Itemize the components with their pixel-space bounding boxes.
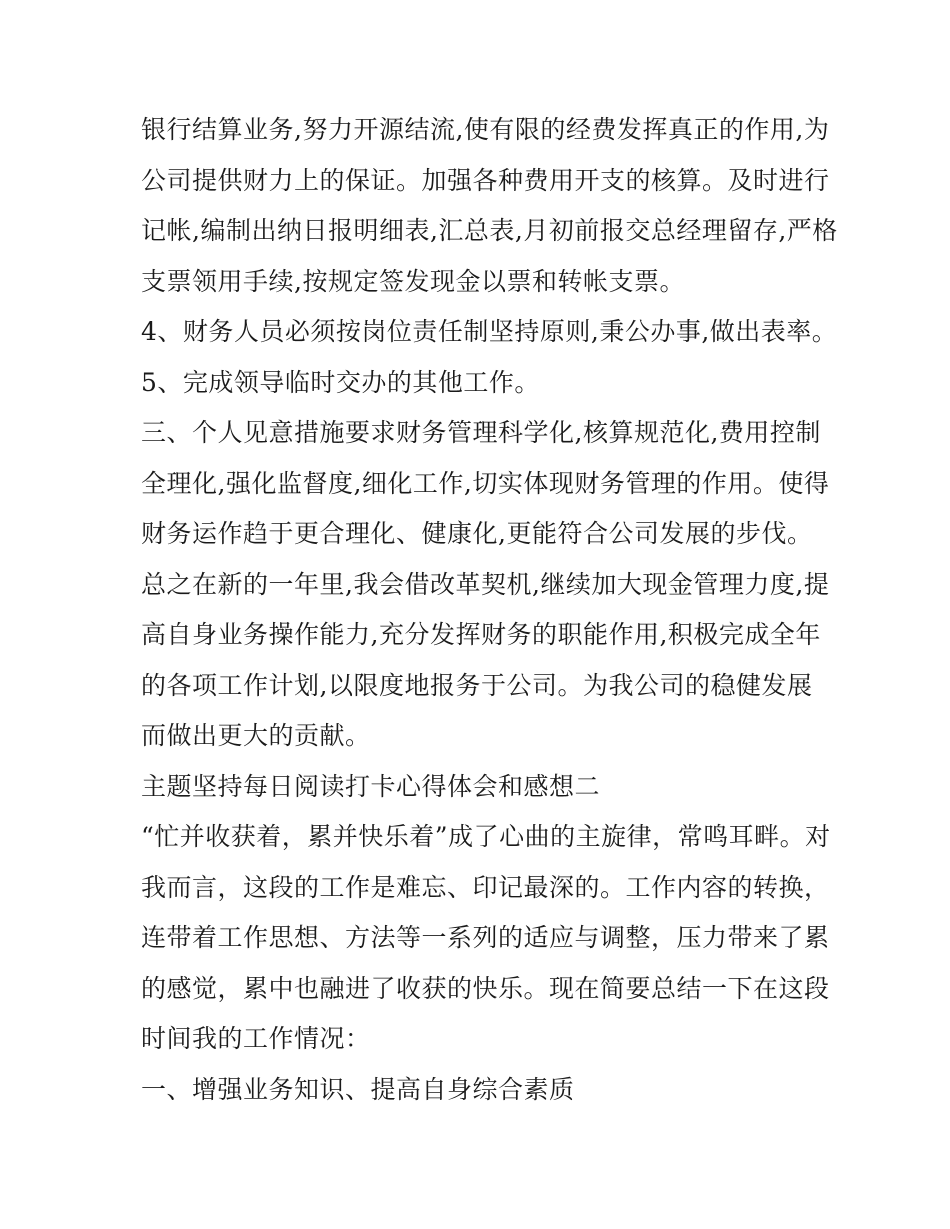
text-line: 而做出更大的贡献。 bbox=[141, 721, 371, 750]
text-line: 公司提供财力上的保证。加强各种费用开支的核算。及时进行 bbox=[141, 165, 830, 195]
text-line: 连带着工作思想、方法等一系列的适应与调整，压力带来了累 bbox=[141, 923, 830, 952]
section-heading: 三、个人见意措施要求财务管理科学化,核算规范化,费用控制 bbox=[141, 418, 821, 447]
text-line: 财务运作趋于更合理化、健康化,更能符合公司发展的步伐。 bbox=[141, 519, 813, 548]
section-heading: 一、增强业务知识、提高自身综合素质 bbox=[141, 1074, 575, 1104]
document-body bbox=[141, 105, 838, 1115]
text-line: 的各项工作计划,以限度地报务于公司。为我公司的稳健发展 bbox=[141, 670, 813, 700]
text-line: 银行结算业务,努力开源结流,使有限的经费发挥真正的作用,为 bbox=[141, 115, 830, 144]
text-line: 全理化,强化监督度,细化工作,切实体现财务管理的作用。使得 bbox=[141, 468, 830, 498]
text-line: 我而言，这段的工作是难忘、印记最深的。工作内容的转换， bbox=[141, 872, 830, 902]
text-line: 高自身业务操作能力,充分发挥财务的职能作用,积极完成全年 bbox=[141, 620, 821, 649]
text-line: 总之在新的一年里,我会借改革契机,继续加大现金管理力度,提 bbox=[141, 569, 830, 599]
text-line: 5、完成领导临时交办的其他工作。 bbox=[141, 367, 540, 397]
text-line: 4、财务人员必须按岗位责任制坚持原则,秉公办事,做出表率。 bbox=[141, 317, 838, 346]
article-title: 主题坚持每日阅读打卡心得体会和感想二 bbox=[141, 771, 601, 801]
text-line: 时间我的工作情况： bbox=[141, 1024, 371, 1053]
text-line: “忙并收获着，累并快乐着”成了心曲的主旋律，常鸣耳畔。对 bbox=[141, 822, 831, 851]
text-line: 记帐,编制出纳日报明细表,汇总表,月初前报交总经理留存,严格 bbox=[141, 216, 838, 245]
text-line: 支票领用手续,按规定签发现金以票和转帐支票。 bbox=[141, 266, 685, 296]
text-line: 的感觉，累中也融进了收获的快乐。现在简要总结一下在这段 bbox=[141, 973, 830, 1003]
